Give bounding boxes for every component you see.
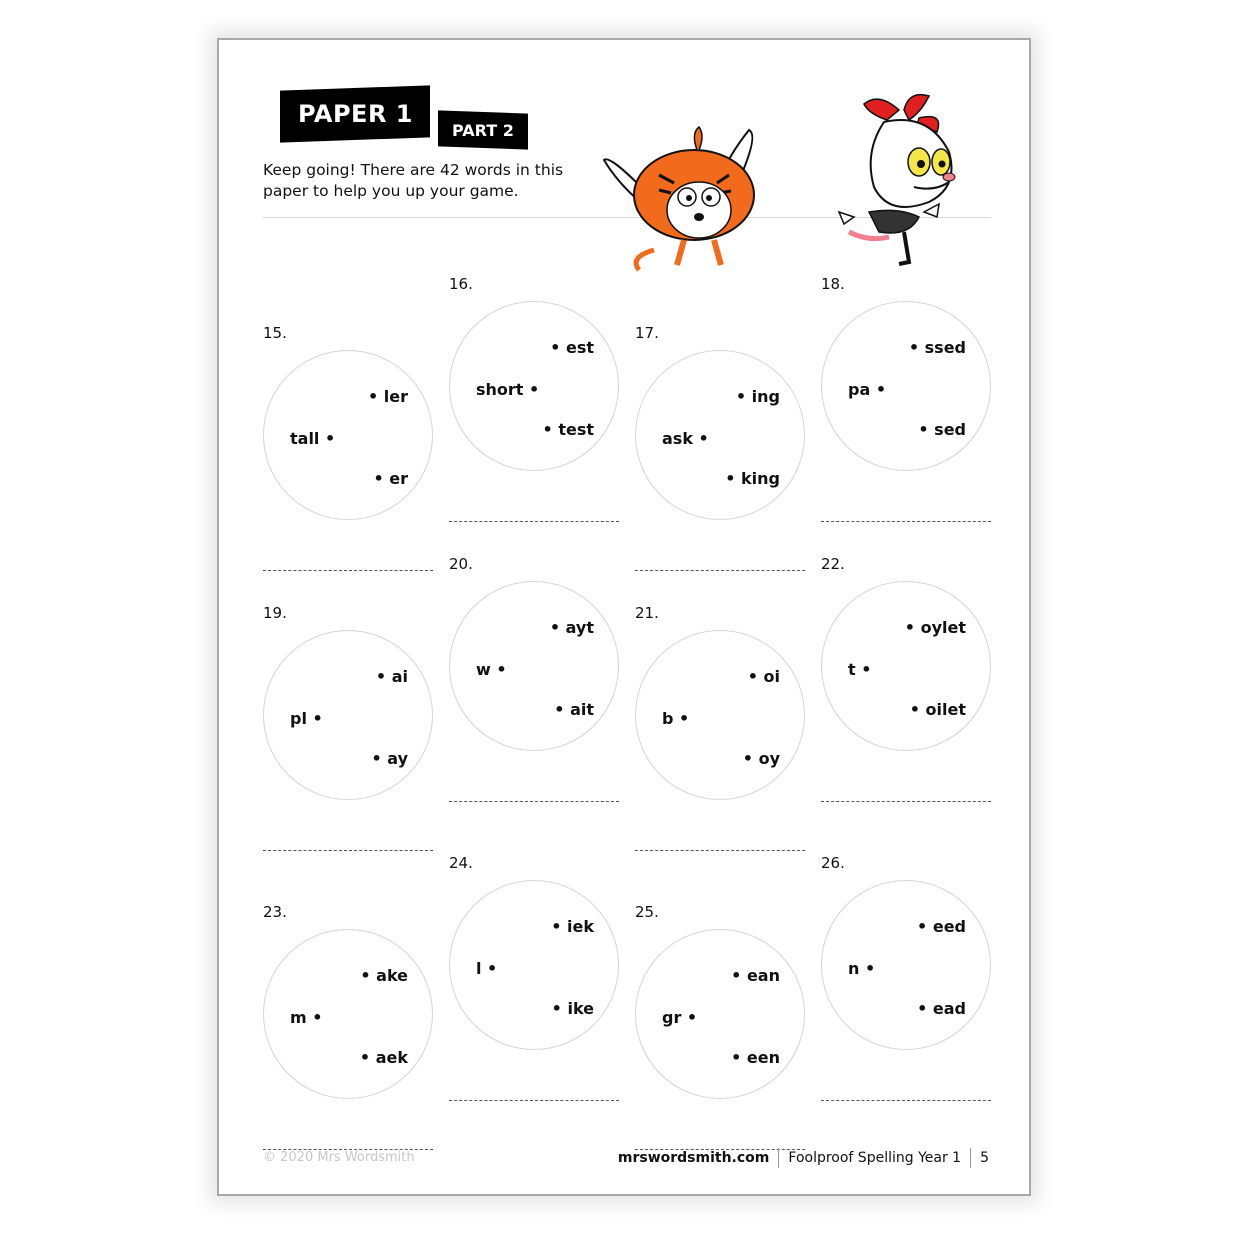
ending-option-1[interactable]: • est (550, 338, 594, 357)
word-circle (449, 880, 619, 1050)
answer-line[interactable] (821, 521, 991, 522)
ending-option-1[interactable]: • eed (917, 917, 966, 936)
word-stem[interactable]: b • (662, 709, 690, 728)
copyright-text: © 2020 Mrs Wordsmith (263, 1150, 415, 1165)
ending-option-2[interactable]: • sed (918, 420, 966, 439)
book-title: Foolproof Spelling Year 1 (788, 1150, 962, 1166)
question-number: 20. (449, 555, 473, 573)
ending-option-1[interactable]: • oi (747, 667, 780, 686)
ending-option-2[interactable]: • aek (359, 1048, 408, 1067)
intro-text: Keep going! There are 42 words in this paper to help you up your game. (263, 161, 564, 200)
ending-option-2[interactable]: • ead (917, 999, 966, 1018)
ending-option-2[interactable]: • oilet (909, 700, 966, 719)
answer-line[interactable] (449, 801, 619, 802)
question-17 (635, 324, 807, 564)
question-number: 21. (635, 604, 659, 622)
ending-option-1[interactable]: • iek (551, 917, 594, 936)
ending-option-1[interactable]: • ai (375, 667, 408, 686)
part-label: PART 2 (452, 120, 514, 140)
word-circle (635, 929, 805, 1099)
word-circle (635, 350, 805, 520)
word-stem[interactable]: m • (290, 1008, 323, 1027)
word-stem[interactable]: gr • (662, 1008, 698, 1027)
answer-line[interactable] (821, 1100, 991, 1101)
question-15 (263, 324, 435, 564)
answer-line[interactable] (449, 1100, 619, 1101)
question-number: 24. (449, 854, 473, 872)
part-banner (438, 110, 528, 149)
word-stem[interactable]: pa • (848, 380, 887, 399)
ending-option-1[interactable]: • ssed (908, 338, 966, 357)
question-number: 16. (449, 275, 473, 293)
ending-option-2[interactable]: • king (725, 469, 780, 488)
ending-option-1[interactable]: • ake (360, 966, 408, 985)
question-number: 26. (821, 854, 845, 872)
chicken-character-icon (809, 92, 984, 272)
word-circle (449, 581, 619, 751)
question-16 (449, 275, 621, 515)
word-stem[interactable]: l • (476, 959, 498, 978)
question-22 (821, 555, 993, 795)
word-stem[interactable]: w • (476, 660, 507, 679)
ending-option-2[interactable]: • er (373, 469, 408, 488)
question-20 (449, 555, 621, 795)
footer-divider (778, 1148, 779, 1168)
word-stem[interactable]: n • (848, 959, 876, 978)
answer-line[interactable] (635, 850, 805, 851)
answer-line[interactable] (449, 521, 619, 522)
word-circle (263, 350, 433, 520)
answer-line[interactable] (263, 850, 433, 851)
question-number: 23. (263, 903, 287, 921)
ending-option-1[interactable]: • ing (735, 387, 780, 406)
question-18 (821, 275, 993, 515)
worksheet-page (217, 38, 1031, 1196)
ending-option-2[interactable]: • een (731, 1048, 780, 1067)
footer-info (618, 1148, 989, 1168)
question-26 (821, 854, 993, 1094)
page-number: 5 (980, 1150, 989, 1166)
question-number: 18. (821, 275, 845, 293)
footer-divider (970, 1148, 971, 1168)
word-circle (263, 929, 433, 1099)
answer-line[interactable] (821, 801, 991, 802)
word-stem[interactable]: short • (476, 380, 540, 399)
ending-option-1[interactable]: • ayt (549, 618, 594, 637)
ending-option-2[interactable]: • ike (551, 999, 594, 1018)
question-number: 25. (635, 903, 659, 921)
ending-option-2[interactable]: • test (542, 420, 594, 439)
word-circle (449, 301, 619, 471)
word-circle (635, 630, 805, 800)
word-stem[interactable]: pl • (290, 709, 323, 728)
ending-option-2[interactable]: • ay (371, 749, 408, 768)
word-circle (821, 581, 991, 751)
ending-option-1[interactable]: • oylet (904, 618, 966, 637)
question-19 (263, 604, 435, 844)
tiger-character-icon (599, 125, 789, 275)
word-stem[interactable]: t • (848, 660, 872, 679)
word-circle (821, 880, 991, 1050)
question-23 (263, 903, 435, 1143)
word-circle (263, 630, 433, 800)
question-number: 19. (263, 604, 287, 622)
question-number: 22. (821, 555, 845, 573)
paper-label: PAPER 1 (297, 100, 413, 129)
question-25 (635, 903, 807, 1143)
ending-option-1[interactable]: • ler (367, 387, 408, 406)
question-number: 17. (635, 324, 659, 342)
answer-line[interactable] (263, 570, 433, 571)
question-number: 15. (263, 324, 287, 342)
ending-option-1[interactable]: • ean (731, 966, 780, 985)
paper-banner (280, 85, 430, 142)
website-link[interactable]: mrswordsmith.com (617, 1150, 770, 1166)
word-stem[interactable]: ask • (662, 429, 709, 448)
question-24 (449, 854, 621, 1094)
answer-line[interactable] (635, 570, 805, 571)
ending-option-2[interactable]: • ait (554, 700, 594, 719)
question-21 (635, 604, 807, 844)
ending-option-2[interactable]: • oy (742, 749, 780, 768)
word-stem[interactable]: tall • (290, 429, 336, 448)
word-circle (821, 301, 991, 471)
